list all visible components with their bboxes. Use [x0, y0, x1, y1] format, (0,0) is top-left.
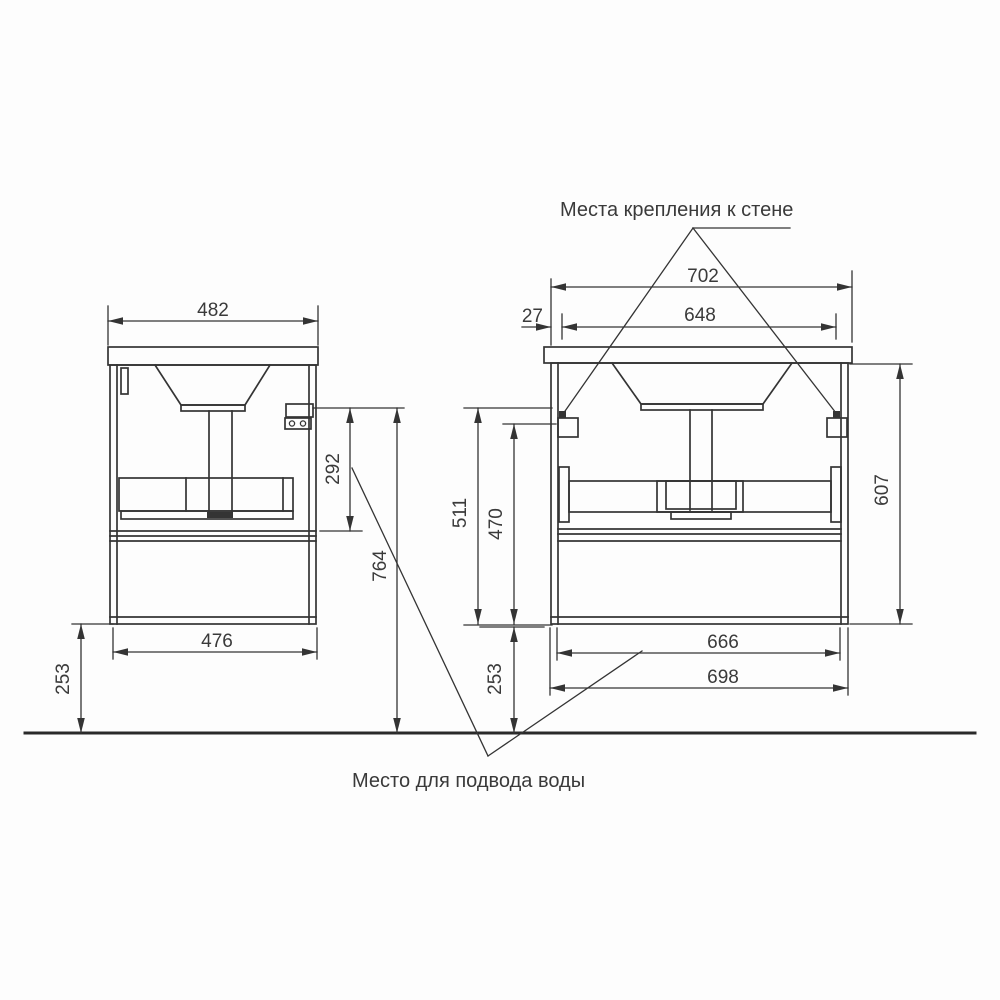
dim-label-253-right: 253 [485, 663, 506, 695]
side-bracket-screw-right [300, 421, 305, 426]
front-sink-rim [641, 404, 763, 410]
dim-label-702: 702 [687, 266, 719, 287]
dim-label-698: 698 [707, 667, 739, 688]
side-dim-476 [113, 628, 317, 659]
dim-label-666: 666 [707, 632, 739, 653]
front-dim-27-648 [522, 305, 836, 339]
water-supply-label: Место для подвода воды [352, 770, 586, 792]
dim-label-476: 476 [201, 631, 233, 652]
front-cabinet-body [551, 363, 848, 624]
dim-label-607: 607 [872, 474, 893, 506]
side-dim-253 [53, 624, 113, 733]
side-dim-292 [313, 408, 404, 531]
side-sink-bowl [155, 365, 270, 405]
front-dim-666 [557, 628, 840, 660]
front-dim-607 [850, 364, 912, 624]
side-bracket-screw-left [289, 421, 294, 426]
dim-label-292: 292 [323, 453, 344, 485]
front-countertop [544, 347, 852, 363]
front-siphon-tray [671, 512, 731, 519]
dim-label-482: 482 [197, 300, 229, 321]
dim-label-764: 764 [370, 550, 391, 582]
front-mount-point-right [833, 411, 840, 418]
front-siphon-cutout-inner [666, 481, 736, 509]
side-countertop [108, 347, 318, 365]
wall-mount-label: Места крепления к стене [560, 199, 794, 221]
front-siphon-cutout [657, 481, 743, 512]
side-drawer-box [119, 478, 293, 511]
side-sink-rim [181, 405, 245, 411]
front-mount-bracket-left [558, 418, 578, 437]
side-wall-rail [121, 368, 128, 394]
dim-label-27: 27 [521, 306, 543, 327]
side-dim-764 [370, 408, 397, 733]
leader-from-front-view [488, 651, 642, 756]
front-sink-bowl [612, 363, 792, 404]
dim-label-470: 470 [486, 508, 507, 540]
dim-label-648: 648 [684, 305, 716, 326]
side-cabinet-body [110, 365, 316, 624]
side-view [108, 347, 318, 624]
dim-label-511: 511 [450, 497, 471, 529]
side-dim-482 [108, 300, 318, 345]
front-mount-bracket-right [827, 418, 847, 437]
front-drawer-rail-left [559, 467, 569, 522]
front-dim-253 [480, 627, 544, 733]
front-dim-470 [486, 424, 556, 624]
dim-label-253-left: 253 [53, 663, 74, 695]
side-pipe-cap [207, 512, 233, 518]
front-drawer-band [569, 481, 831, 512]
front-view [544, 347, 852, 624]
front-drawer-rail-right [831, 467, 841, 522]
front-dim-698 [550, 628, 848, 695]
